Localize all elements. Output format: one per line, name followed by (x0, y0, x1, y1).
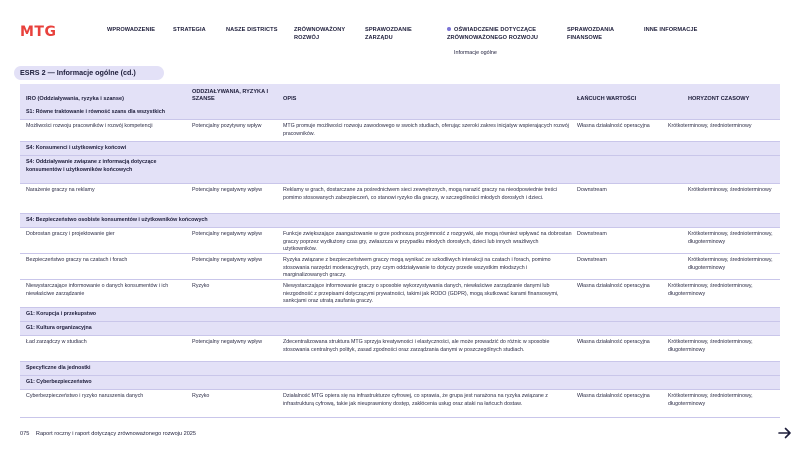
cell-iro: Niewystarczające informowanie o danych konsumentów i ich niewłaściwe zarządzanie (26, 283, 169, 297)
section-row (20, 322, 780, 336)
section-label: S4: Bezpieczeństwo osobiste konsumentów i użytkowników końcowych (26, 217, 208, 223)
cell-time-horizon: Krótkoterminowy, średnioterminowy (688, 187, 772, 193)
section-row (20, 362, 780, 376)
cell-impact: Potencjalny negatywny wpływ (192, 339, 263, 345)
cell-time-horizon: Krótkoterminowy, średnioterminowy (668, 123, 752, 129)
cell-description: Reklamy w grach, dostarczane za pośrednictwem sieci zewnętrznych, mogą narazić graczy na nieodpowiednie treści pomimo stosowanych zabezpieczeń, co stanowi ryzyko dla graczy, w szczególności młodych dorosłych i dzieci. (283, 187, 558, 201)
nav-sub-informacje-ogolne[interactable]: Informacje ogólne (454, 50, 497, 56)
nav-oswiadczenie[interactable] (447, 26, 547, 42)
cell-iro: Ład zarządczy w studiach (26, 339, 87, 345)
section-label: G1: Korupcja i przekupstwo (26, 311, 97, 317)
section-row (20, 156, 780, 184)
cell-value-chain: Własna działalność operacyjna (577, 123, 650, 129)
cell-time-horizon: Krótkoterminowy, średnioterminowy, długoterminowy (668, 339, 753, 353)
nav-zrownowazony-rozwoj[interactable]: ZRÓWNOWAŻONY ROZWÓJ (294, 27, 346, 41)
section-row (20, 376, 780, 390)
table-row (20, 184, 780, 214)
report-title: Raport roczny i raport dotyczący zrównoważonego rozwoju 2025 (35, 431, 197, 437)
section-row (20, 308, 780, 322)
mtg-logo[interactable]: MTG (20, 24, 57, 40)
cell-description: Ryzyka związane z bezpieczeństwem graczy mogą wynikać ze szkodliwych interakcji na czatach i forach, pomimo stosowania narzędzi moderacyjnych, przy czym oddziaływanie to dotyczy przede wszystkim młodszych i marginalizowanych graczy. (283, 257, 551, 278)
cell-value-chain: Własna działalność operacyjna (577, 283, 650, 289)
nav-oswiadczenie-label: OŚWIADCZENIE DOTYCZĄCE ZRÓWNOWAŻONEGO ROZWOJU (447, 27, 539, 41)
page-number: 075 (20, 431, 30, 437)
table-row (20, 336, 780, 362)
cell-impact: Potencjalny negatywny wpływ (192, 231, 263, 237)
table-row (20, 254, 780, 280)
nav-nasze-districts[interactable]: NASZE DISTRICTS (226, 27, 278, 33)
cell-value-chain: Własna działalność operacyjna (577, 339, 650, 345)
header-description: OPIS (283, 96, 297, 102)
cell-impact: Potencjalny negatywny wpływ (192, 257, 263, 263)
table-row (20, 228, 780, 254)
cell-impact: Ryzyko (192, 393, 210, 399)
cell-time-horizon: Krótkoterminowy, średnioterminowy, długoterminowy (688, 257, 773, 271)
nav-sprawozdanie-zarzadu[interactable]: SPRAWOZDANIE ZARZĄDU (365, 27, 412, 41)
header-impact: ODDZIAŁYWANIA, RYZYKA I SZANSE (192, 89, 269, 102)
header-iro: IRO (Oddziaływania, ryzyka i szanse) (26, 96, 124, 102)
section-row (20, 106, 780, 120)
cell-value-chain: Downstream (577, 231, 607, 237)
section-label: S1: Równe traktowanie i równość szans dla wszystkich (26, 109, 165, 115)
section-row (20, 214, 780, 228)
cell-iro: Narażenie graczy na reklamy (26, 187, 95, 193)
section-label: Specyficzne dla jednostki (26, 365, 91, 371)
cell-description: MTG promuje możliwości rozwoju zawodowego w swoich studiach, oferując szeroki zakres inicjatyw wspierających rozwój pracowników. (283, 123, 569, 137)
cell-value-chain: Downstream (577, 257, 607, 263)
section-label: S4: Konsumenci i użytkownicy końcowi (26, 145, 127, 151)
cell-description: Zdecentralizowana struktura MTG sprzyja kreatywności i elastyczności, ale może prowadzić do różnic w sposobie stosowania centralnych polityk, zasad zgodności oraz zarządzania danymi w poszczególnych studiach. (283, 339, 550, 353)
cell-description: Działalność MTG opiera się na infrastrukturze cyfrowej, co sprawia, że grupa jest narażona na ryzyka związane z infrastrukturą cyfrową, takie jak nieuprawniony dostęp, zakłócenia usług oraz ataki na łańcuch dostaw. (283, 393, 548, 407)
cell-time-horizon: Krótkoterminowy, średnioterminowy, długoterminowy (668, 283, 753, 297)
nav-wprowadzenie[interactable]: WPROWADZENIE (107, 27, 156, 33)
header-time-horizon: HORYZONT CZASOWY (688, 96, 750, 102)
active-dot-icon (447, 27, 451, 31)
table-row (20, 390, 780, 418)
page-footer (20, 431, 196, 437)
table-header (20, 84, 780, 106)
arrow-right-icon[interactable] (778, 427, 792, 439)
section-title: ESRS 2 — Informacje ogólne (cd.) (14, 66, 164, 80)
top-navigation (0, 0, 800, 58)
nav-sprawozdania-finansowe[interactable]: SPRAWOZDANIA FINANSOWE (567, 27, 614, 41)
section-row (20, 142, 780, 156)
section-label: S4: Oddziaływanie związane z informacją dotyczące konsumentów i użytkowników końcowych (26, 159, 157, 173)
cell-impact: Potencjalny pozytywny wpływ (192, 123, 262, 129)
cell-value-chain: Downstream (577, 187, 607, 193)
section-label: G1: Cyberbezpieczeństwo (26, 379, 92, 385)
cell-description: Funkcje zwiększające zaangażowanie w grze podnoszą przyjemność z rozgrywki, ale mogą również wpływać na dobrostan graczy poprzez wydłużony czas gry, zwłaszcza w przypadku młodych dorosłych, dzieci lub innych wrażliwych użytkowników. (283, 231, 572, 252)
cell-iro: Dobrostan graczy i projektowanie gier (26, 231, 115, 237)
cell-iro: Bezpieczeństwo graczy na czatach i forach (26, 257, 128, 263)
header-value-chain: ŁAŃCUCH WARTOŚCI (577, 96, 637, 102)
cell-impact: Ryzyko (192, 283, 210, 289)
iro-table (20, 84, 780, 418)
cell-iro: Możliwości rozwoju pracowników i rozwój kompetencji (26, 123, 153, 129)
nav-strategia[interactable]: STRATEGIA (173, 27, 206, 33)
cell-time-horizon: Krótkoterminowy, średnioterminowy, długoterminowy (688, 231, 773, 245)
cell-description: Niewystarczające informowanie graczy o sposobie wykorzystywania danych, niewłaściwe zarządzanie danymi lub niezgodność z przepisami dotyczącymi prywatności, takimi jak RODO (GDPR), mogą skutkować karami finansowymi, sankcjami oraz utratą zaufania graczy. (283, 283, 559, 304)
cell-iro: Cyberbezpieczeństwo i ryzyko naruszenia danych (26, 393, 144, 399)
cell-value-chain: Własna działalność operacyjna (577, 393, 650, 399)
nav-inne-informacje[interactable]: INNE INFORMACJE (644, 27, 698, 33)
cell-time-horizon: Krótkoterminowy, średnioterminowy, długoterminowy (668, 393, 753, 407)
section-label: G1: Kultura organizacyjna (26, 325, 92, 331)
table-row (20, 280, 780, 308)
cell-impact: Potencjalny negatywny wpływ (192, 187, 263, 193)
table-row (20, 120, 780, 142)
